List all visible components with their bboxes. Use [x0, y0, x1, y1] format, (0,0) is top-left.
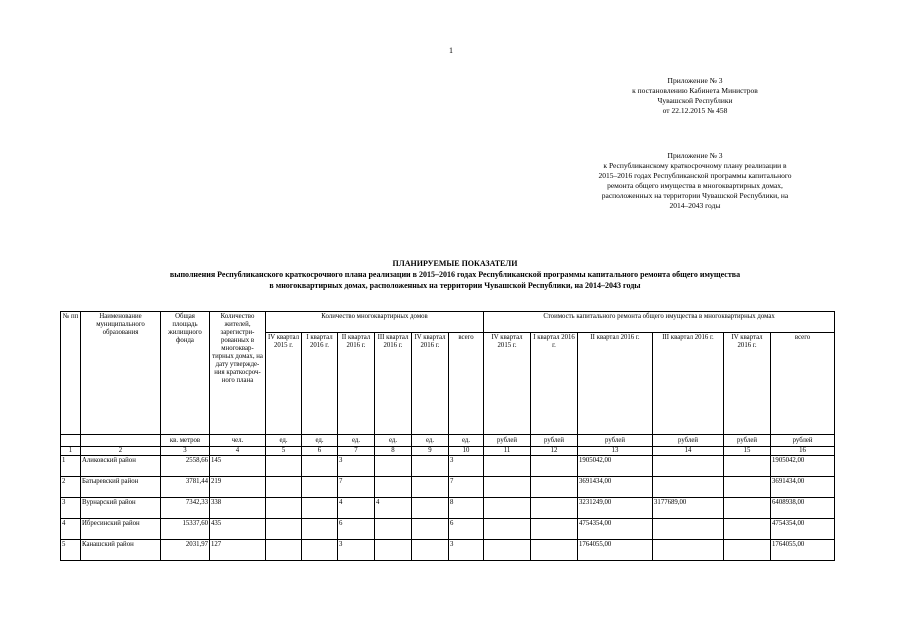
- cell-cost: 4754354,00: [578, 519, 653, 540]
- cell-cost: 6408938,00: [771, 498, 835, 519]
- header-buildings-count: Количество многоквартирных домов: [266, 312, 484, 333]
- cell-cost: [484, 519, 531, 540]
- cell-area: 2558,66: [161, 456, 210, 477]
- column-number: 15: [724, 447, 771, 456]
- unit-cell: чел.: [210, 435, 266, 447]
- column-number: 16: [771, 447, 835, 456]
- cell-cost: [653, 456, 724, 477]
- cell-cost: [531, 540, 578, 561]
- cell-count: [412, 519, 449, 540]
- cell-number: 5: [61, 540, 81, 561]
- cell-count: [302, 477, 338, 498]
- cell-area: 3781,44: [161, 477, 210, 498]
- header-total-area: Общая площадь жилищного фонда: [161, 312, 210, 435]
- cell-municipality: Канашский район: [81, 540, 161, 561]
- cell-municipality: Аликовский район: [81, 456, 161, 477]
- cell-number: 4: [61, 519, 81, 540]
- cell-count: [266, 498, 302, 519]
- appendix-line: ремонта общего имущества в многоквартирных домах,: [607, 181, 783, 190]
- cell-residents: 435: [210, 519, 266, 540]
- cell-cost: 4754354,00: [771, 519, 835, 540]
- table-row: [61, 540, 835, 561]
- cell-count: 7: [449, 477, 484, 498]
- cell-municipality: Ибресинский район: [81, 519, 161, 540]
- cell-cost: 1905042,00: [771, 456, 835, 477]
- appendix-line: Чувашской Республики: [657, 96, 733, 105]
- page-number: 1: [449, 46, 453, 55]
- column-number: 2: [81, 447, 161, 456]
- cell-count: [375, 456, 412, 477]
- appendix-line: Приложение № 3: [667, 151, 723, 160]
- unit-cell: рублей: [531, 435, 578, 447]
- header-count-col: II квартал 2016 г.: [338, 333, 375, 435]
- table-row: [61, 498, 835, 519]
- cell-count: 4: [375, 498, 412, 519]
- appendix-line: 2014–2043 годы: [669, 201, 721, 210]
- cell-cost: [484, 498, 531, 519]
- unit-cell: рублей: [724, 435, 771, 447]
- cell-residents: 219: [210, 477, 266, 498]
- title-subline: в многоквартирных домах, расположенных на территории Чувашской Республики, на 2014–2043 годы: [269, 281, 641, 290]
- appendix-short-term-plan: [575, 151, 815, 211]
- header-count-col: I квартал 2016 г.: [302, 333, 338, 435]
- header-municipality: Наименование муниципального образования: [81, 312, 161, 435]
- cell-count: [266, 477, 302, 498]
- column-number: 6: [302, 447, 338, 456]
- cell-cost: [484, 477, 531, 498]
- cell-municipality: Батыревский район: [81, 477, 161, 498]
- cell-residents: 338: [210, 498, 266, 519]
- unit-cell: рублей: [653, 435, 724, 447]
- cell-number: 1: [61, 456, 81, 477]
- cell-cost: [531, 498, 578, 519]
- unit-cell: рублей: [771, 435, 835, 447]
- cell-count: 3: [449, 456, 484, 477]
- header-count-col: III квартал 2016 г.: [375, 333, 412, 435]
- cell-residents: 145: [210, 456, 266, 477]
- unit-cell: ед.: [375, 435, 412, 447]
- cell-number: 2: [61, 477, 81, 498]
- unit-cell: ед.: [412, 435, 449, 447]
- cell-cost: 3691434,00: [578, 477, 653, 498]
- column-number: 12: [531, 447, 578, 456]
- cell-area: 15337,60: [161, 519, 210, 540]
- cell-cost: 1764055,00: [578, 540, 653, 561]
- column-number: 1: [61, 447, 81, 456]
- cell-count: [412, 540, 449, 561]
- cell-cost: [653, 477, 724, 498]
- header-count-col: всего: [449, 333, 484, 435]
- cell-municipality: Вурнарский район: [81, 498, 161, 519]
- cell-cost: [531, 456, 578, 477]
- cell-cost: 1905042,00: [578, 456, 653, 477]
- indicators-table: [60, 311, 835, 561]
- unit-cell: ед.: [302, 435, 338, 447]
- cell-cost: [653, 519, 724, 540]
- cell-count: [412, 498, 449, 519]
- table-row: [61, 456, 835, 477]
- header-cost-col: IV квартал 2015 г.: [484, 333, 531, 435]
- cell-count: [266, 540, 302, 561]
- cell-count: [302, 519, 338, 540]
- appendix-line: Приложение № 3: [667, 76, 723, 85]
- cell-count: [412, 456, 449, 477]
- column-number: 13: [578, 447, 653, 456]
- table-row: [61, 519, 835, 540]
- cell-count: 3: [338, 540, 375, 561]
- cell-residents: 127: [210, 540, 266, 561]
- header-repair-cost: Стоимость капитального ремонта общего имущества в многоквартирных домах: [484, 312, 835, 333]
- header-count-col: IV квартал 2016 г.: [412, 333, 449, 435]
- appendix-line: к постановлению Кабинета Министров: [632, 86, 758, 95]
- column-number: 14: [653, 447, 724, 456]
- cell-cost: [653, 540, 724, 561]
- appendix-line: от 22.12.2015 № 458: [662, 106, 728, 115]
- header-cost-col: III квартал 2016 г.: [653, 333, 724, 435]
- header-residents: Количество жителей, зарегистри-рованных в многоквар-тирных домах, на дату утвержде-ния краткосроч-ного плана: [210, 312, 266, 435]
- unit-cell: ед.: [266, 435, 302, 447]
- column-number: 3: [161, 447, 210, 456]
- cell-cost: 3231249,00: [578, 498, 653, 519]
- unit-cell: кв. метров: [161, 435, 210, 447]
- cell-count: [412, 477, 449, 498]
- column-number: 7: [338, 447, 375, 456]
- appendix-line: 2015–2016 годах Республиканской программы капитального: [598, 171, 792, 180]
- cell-area: 2031,97: [161, 540, 210, 561]
- cell-count: 6: [449, 519, 484, 540]
- column-number: 9: [412, 447, 449, 456]
- unit-cell: ед.: [338, 435, 375, 447]
- cell-count: [375, 540, 412, 561]
- unit-cell: рублей: [578, 435, 653, 447]
- cell-count: [375, 477, 412, 498]
- cell-count: [266, 456, 302, 477]
- unit-cell: ед.: [449, 435, 484, 447]
- cell-number: 3: [61, 498, 81, 519]
- appendix-line: к Республиканскому краткосрочному плану реализации в: [603, 161, 787, 170]
- cell-cost: 1764055,00: [771, 540, 835, 561]
- header-count-col: IV квартал 2015 г.: [266, 333, 302, 435]
- cell-cost: 3691434,00: [771, 477, 835, 498]
- cell-count: 3: [338, 456, 375, 477]
- cell-count: [266, 519, 302, 540]
- header-cost-col: II квартал 2016 г.: [578, 333, 653, 435]
- cell-cost: [484, 540, 531, 561]
- header-cost-col: IV квартал 2016 г.: [724, 333, 771, 435]
- cell-cost: [724, 498, 771, 519]
- appendix-line: расположенных на территории Чувашской Республики, на: [601, 191, 789, 200]
- cell-cost: 3177689,00: [653, 498, 724, 519]
- table-row: [61, 477, 835, 498]
- title-subline: выполнения Республиканского краткосрочного плана реализации в 2015–2016 годах Республиканской программы капитального ремонта общего имущества: [169, 270, 741, 279]
- cell-count: [375, 519, 412, 540]
- cell-count: [302, 456, 338, 477]
- column-number: 10: [449, 447, 484, 456]
- cell-area: 7342,33: [161, 498, 210, 519]
- cell-cost: [724, 540, 771, 561]
- cell-cost: [484, 456, 531, 477]
- title-heading: ПЛАНИРУЕМЫЕ ПОКАЗАТЕЛИ: [392, 259, 518, 268]
- cell-count: 3: [449, 540, 484, 561]
- column-number: 11: [484, 447, 531, 456]
- appendix-cabinet-resolution: [600, 76, 790, 116]
- cell-cost: [531, 477, 578, 498]
- header-cost-col: I квартал 2016 г.: [531, 333, 578, 435]
- cell-count: 4: [338, 498, 375, 519]
- column-number: 4: [210, 447, 266, 456]
- cell-cost: [724, 477, 771, 498]
- unit-cell: рублей: [484, 435, 531, 447]
- cell-count: 6: [338, 519, 375, 540]
- cell-count: [302, 540, 338, 561]
- header-number: № пп: [61, 312, 81, 435]
- header-cost-col: всего: [771, 333, 835, 435]
- column-number: 5: [266, 447, 302, 456]
- cell-count: 8: [449, 498, 484, 519]
- cell-count: [302, 498, 338, 519]
- cell-cost: [724, 456, 771, 477]
- column-number: 8: [375, 447, 412, 456]
- cell-count: 7: [338, 477, 375, 498]
- cell-cost: [531, 519, 578, 540]
- document-title: [80, 258, 830, 291]
- cell-cost: [724, 519, 771, 540]
